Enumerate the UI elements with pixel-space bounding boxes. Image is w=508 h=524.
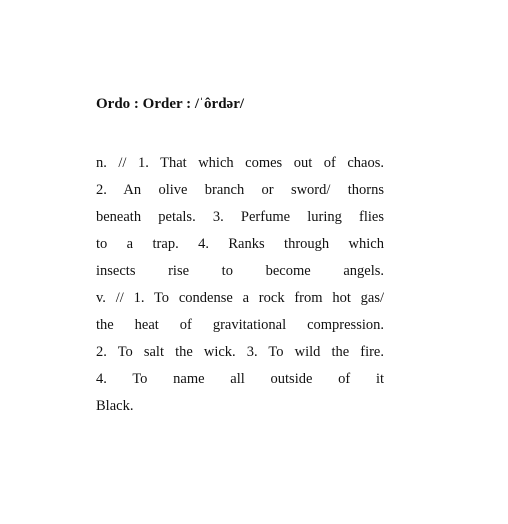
dictionary-entry <box>96 94 384 420</box>
definition-line: beneath petals. 3. Perfume luring flies <box>96 209 384 225</box>
definition-line: Black. <box>96 398 134 414</box>
definition-line: 2. To salt the wick. 3. To wild the fire. <box>96 344 384 360</box>
definition-line: insects rise to become angels. <box>96 263 384 279</box>
definition-line: n. // 1. That which comes out of chaos. <box>96 155 384 171</box>
definition-line: 4. To name all outside of it <box>96 371 384 387</box>
definition-line: v. // 1. To condense a rock from hot gas/ <box>96 290 384 306</box>
definition-line: the heat of gravitational compression. <box>96 317 384 333</box>
definition-text <box>96 150 384 420</box>
headword: Ordo : Order : /ˈôrdər/ <box>96 96 245 112</box>
definition-line: to a trap. 4. Ranks through which <box>96 236 384 252</box>
definition-line: 2. An olive branch or sword/ thorns <box>96 182 384 198</box>
